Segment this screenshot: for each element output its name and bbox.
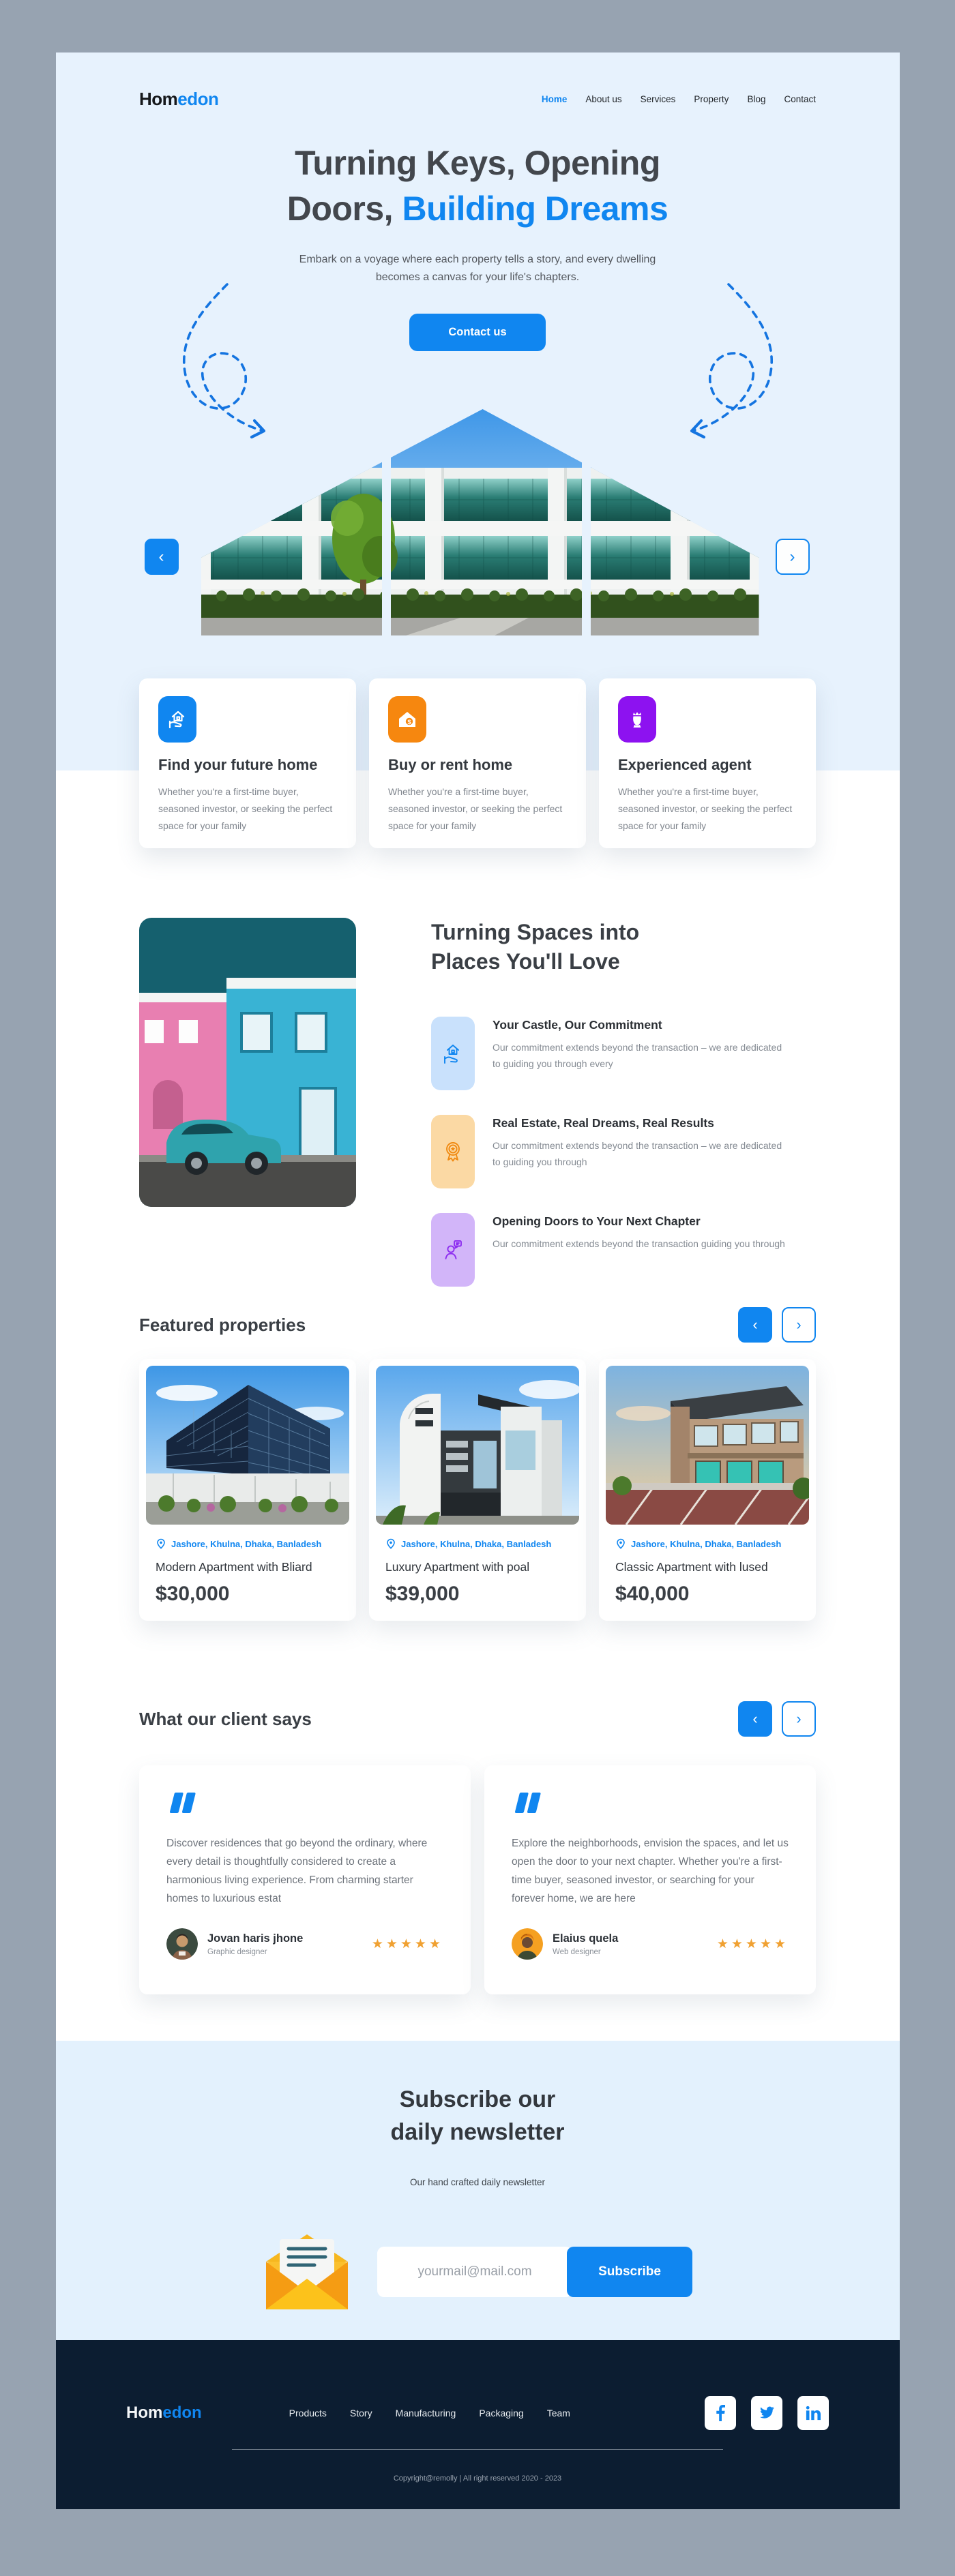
footer-row: [126, 2396, 829, 2430]
featured-prev-button[interactable]: [738, 1307, 772, 1343]
featured-heading: Featured properties: [139, 1314, 306, 1335]
modern-house-photo: [376, 1366, 579, 1525]
footer-link-products[interactable]: Products: [289, 2408, 327, 2418]
chevron-left-icon: ‹: [752, 1316, 758, 1333]
featured-next-button[interactable]: [782, 1307, 816, 1343]
testimonial-footer: [512, 1928, 789, 1960]
property-title: Classic Apartment with lused: [615, 1560, 768, 1574]
page: [56, 53, 900, 2509]
twitter-icon: [759, 2406, 775, 2420]
carousel-slice-gap: [382, 409, 391, 635]
brand-primary: Hom: [126, 2403, 163, 2422]
service-title: Find your future home: [158, 756, 318, 773]
property-price: $39,000: [385, 1583, 460, 1605]
hero-title-accent: Building Dreams: [402, 190, 668, 228]
about-item-next-chapter: [431, 1213, 813, 1287]
brand-accent: edon: [162, 2403, 202, 2422]
office-building-illustration: [201, 409, 759, 635]
about-item-title: Real Estate, Real Dreams, Real Results: [493, 1116, 714, 1130]
about-item-body: [493, 1213, 785, 1287]
brand-accent: edon: [177, 88, 219, 109]
hero-carousel: [56, 409, 900, 635]
footer-divider: [232, 2449, 723, 2450]
property-location: [156, 1538, 340, 1549]
newsletter-title: [56, 2083, 900, 2148]
property-body: [146, 1525, 349, 1606]
testimonial-name: Jovan haris jhone: [207, 1932, 304, 1945]
property-body: [376, 1525, 579, 1606]
about-item-title: Opening Doors to Your Next Chapter: [493, 1214, 701, 1228]
property-title: Modern Apartment with Bliard: [156, 1560, 312, 1574]
nav-item-services[interactable]: Services: [640, 93, 676, 104]
about-section: [139, 918, 816, 1287]
property-location-text: Jashore, Khulna, Dhaka, Banladesh: [401, 1538, 552, 1549]
star-rating: ★★★★★: [371, 1936, 443, 1951]
brand-primary: Hom: [139, 88, 178, 109]
about-content: [431, 918, 813, 1287]
testimonial-footer: [166, 1928, 443, 1960]
house-hand-outline-icon: [431, 1017, 475, 1090]
contact-us-button[interactable]: Contact us: [409, 314, 546, 351]
testimonial-person: [207, 1932, 303, 1956]
agent-icon: [618, 696, 656, 743]
about-item-desc: Our commitment extends beyond the transaction – we are dedicated to guiding you through: [493, 1140, 782, 1167]
testimonial-text: Discover residences that go beyond the ordinary, where every detail is thoughtfully considered to create a harmonious living experience. From charming starter homes to luxurious estat: [166, 1838, 428, 1904]
about-item-title: Your Castle, Our Commitment: [493, 1018, 662, 1032]
nav-item-blog[interactable]: Blog: [747, 93, 766, 104]
testimonial-card: [484, 1765, 816, 1994]
footer-link-packaging[interactable]: Packaging: [479, 2408, 524, 2418]
featured-heading-row: [139, 1307, 816, 1343]
hero-section: [56, 53, 900, 770]
property-price: $40,000: [615, 1583, 690, 1605]
newsletter-title-line1: Subscribe our: [399, 2086, 556, 2112]
footer-link-manufacturing[interactable]: Manufacturing: [395, 2408, 456, 2418]
service-desc: Whether you're a first-time buyer, seasoned investor, or seeking the perfect space for your family: [158, 786, 333, 831]
linkedin-button[interactable]: [797, 2396, 829, 2430]
testimonials-pager: [738, 1701, 816, 1737]
testimonial-role: Web designer: [553, 1947, 601, 1956]
chevron-left-icon: ‹: [752, 1710, 758, 1727]
services-cards: [139, 678, 816, 848]
property-card-modern[interactable]: [139, 1359, 356, 1621]
newsletter-title-line2: daily newsletter: [390, 2119, 565, 2145]
about-item-body: [493, 1017, 786, 1090]
testimonials-next-button[interactable]: [782, 1701, 816, 1737]
testimonials-heading-row: [139, 1701, 816, 1737]
classic-building-photo: [606, 1366, 809, 1525]
featured-pager: [738, 1307, 816, 1343]
footer: [56, 2340, 900, 2509]
brand-logo[interactable]: [139, 89, 218, 110]
avatar: [512, 1928, 543, 1960]
testimonial-card: [139, 1765, 471, 1994]
property-title: Luxury Apartment with poal: [385, 1560, 530, 1574]
property-location-text: Jashore, Khulna, Dhaka, Banladesh: [171, 1538, 322, 1549]
about-item-desc: Our commitment extends beyond the transaction – we are dedicated to guiding you through every: [493, 1042, 782, 1069]
about-item-body: [493, 1115, 786, 1188]
about-title-line1: Turning Spaces into: [431, 920, 640, 944]
newsletter-subtitle: Our hand crafted daily newsletter: [409, 2177, 546, 2187]
hero-title-line1: Turning Keys, Opening: [295, 144, 660, 182]
chevron-right-icon: ›: [796, 1316, 802, 1333]
nav-item-home[interactable]: Home: [541, 93, 568, 104]
service-title: Experienced agent: [618, 756, 752, 773]
nav-item-contact[interactable]: Contact: [784, 93, 816, 104]
service-card-find-home[interactable]: [139, 678, 356, 848]
testimonials-heading: What our client says: [139, 1708, 312, 1729]
award-badge-icon: [431, 1115, 475, 1188]
property-card-classic[interactable]: [599, 1359, 816, 1621]
location-pin-icon: [615, 1538, 626, 1549]
about-item-commitment: [431, 1017, 813, 1090]
newsletter-form: [56, 2231, 900, 2313]
property-location-text: Jashore, Khulna, Dhaka, Banladesh: [631, 1538, 782, 1549]
quote-icon: [512, 1793, 543, 1813]
star-rating: ★★★★★: [716, 1936, 789, 1951]
service-card-buy-rent[interactable]: [369, 678, 586, 848]
footer-socials: [705, 2396, 829, 2430]
footer-copyright: Copyright@remolly | All right reserved 2020 - 2023: [393, 2474, 562, 2483]
nav-item-about-us[interactable]: About us: [585, 93, 622, 104]
hero-subtitle: Embark on a voyage where each property tells a story, and every dwelling becomes a canvas for your life's chapters.: [299, 254, 656, 283]
property-cards: [139, 1359, 816, 1621]
property-card-luxury[interactable]: [369, 1359, 586, 1621]
facebook-button[interactable]: [705, 2396, 736, 2430]
colorful-houses-photo: [139, 918, 356, 1207]
footer-link-story[interactable]: Story: [349, 2408, 372, 2418]
main-nav: [542, 94, 816, 104]
twitter-button[interactable]: [751, 2396, 782, 2430]
testimonial-person: [553, 1932, 618, 1956]
service-desc: Whether you're a first-time buyer, seasoned investor, or seeking the perfect space for your family: [618, 786, 793, 831]
property-body: [606, 1525, 809, 1606]
about-item-desc: Our commitment extends beyond the transaction guiding you through: [493, 1238, 785, 1249]
testimonial-text: Explore the neighborhoods, envision the spaces, and let us open the door to your next chapter. Whether you're a first-time buyer, seasoned investor, or searching for your forever home, we are here: [512, 1838, 789, 1904]
carousel-slice-gap: [582, 409, 591, 635]
newsletter-email-input[interactable]: [377, 2247, 572, 2297]
about-items: [431, 1017, 813, 1287]
house-hand-icon: [158, 696, 196, 743]
svg-text:$: $: [407, 719, 411, 726]
property-location: [615, 1538, 799, 1549]
facebook-icon: [716, 2405, 725, 2421]
chevron-right-icon: ›: [796, 1710, 802, 1727]
about-item-results: [431, 1115, 813, 1188]
footer-link-team[interactable]: Team: [546, 2408, 570, 2418]
house-dollar-icon: [388, 696, 426, 743]
subscribe-button[interactable]: Subscribe: [567, 2247, 692, 2297]
property-location: [385, 1538, 570, 1549]
avatar: [166, 1928, 198, 1960]
chevron-left-icon: ‹: [158, 547, 164, 566]
location-pin-icon: [156, 1538, 166, 1549]
about-title-line2: Places You'll Love: [431, 949, 620, 974]
header: [139, 82, 816, 116]
location-pin-icon: [385, 1538, 396, 1549]
agent-chat-icon: [431, 1213, 475, 1287]
envelope-icon: [263, 2231, 351, 2313]
linkedin-icon: [806, 2406, 821, 2421]
testimonial-role: Graphic designer: [207, 1947, 267, 1956]
property-price: $30,000: [156, 1583, 230, 1605]
hero-building-image: [201, 409, 759, 635]
footer-links: [289, 2408, 570, 2418]
testimonial-name: Elaius quela: [553, 1932, 619, 1945]
glass-building-photo: [146, 1366, 349, 1525]
service-desc: Whether you're a first-time buyer, seasoned investor, or seeking the perfect space for your family: [388, 786, 563, 831]
hero-title-line2: Doors,: [286, 190, 402, 228]
testimonials-prev-button[interactable]: [738, 1701, 772, 1737]
newsletter-section: [56, 2041, 900, 2340]
hero-title: [56, 140, 900, 232]
footer-logo[interactable]: [126, 2403, 202, 2423]
service-title: Buy or rent home: [388, 756, 513, 773]
chevron-right-icon: ›: [789, 547, 795, 566]
carousel-prev-button[interactable]: [145, 539, 179, 575]
nav-item-property[interactable]: Property: [694, 93, 729, 104]
service-card-agent[interactable]: [599, 678, 816, 848]
testimonial-cards: [139, 1765, 816, 1994]
quote-icon: [166, 1793, 198, 1813]
about-title: [431, 918, 813, 976]
carousel-next-button[interactable]: [776, 539, 810, 575]
